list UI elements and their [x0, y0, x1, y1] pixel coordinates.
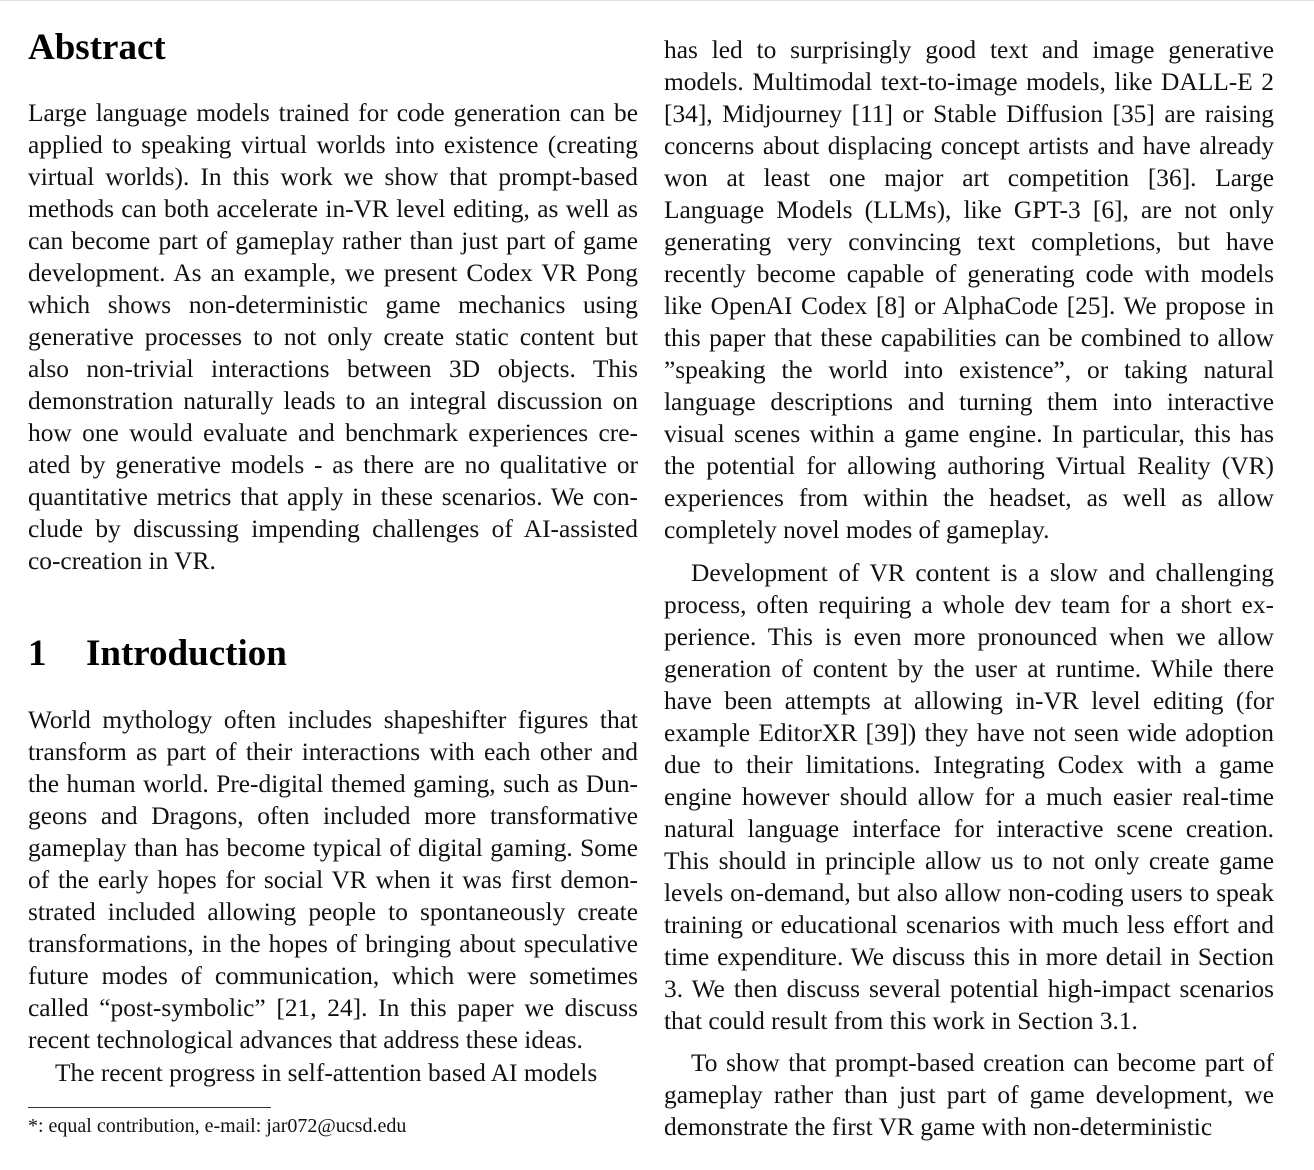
- page-top-border: [0, 0, 1314, 1]
- footnote: *: equal contribution, e-mail: jar072@ucsd.edu: [28, 1115, 407, 1137]
- section-number: 1: [28, 633, 47, 674]
- footnote-rule: [28, 1107, 271, 1108]
- intro-paragraph-2-continued: has led to surprisingly good text and image generative models. Multimodal text-to-image models, like DALL-E 2 [34], Midjourney [11] or Stable Diffusion [35] are raising concerns about displacing concept artists and have already won at least one major art competition [36]. Large Language Models (LLMs), like GPT-3 [6], are not only generating very convincing text completions, but have recently become capable of generating code with models like OpenAI Codex [8] or AlphaCode [25]. We propose in this paper that these capabilities can be combined to allow ”speaking the world into existence”, or taking natural language descriptions and turning them into interactive visual scenes within a game engine. In particular, this has the potential for allowing authoring Virtual Reality (VR) experiences from within the headset, as well as allow completely novel modes of gameplay.: [664, 36, 1274, 544]
- abstract-heading: Abstract: [28, 27, 166, 68]
- introduction-heading: [28, 634, 287, 674]
- section-title: Introduction: [86, 633, 287, 674]
- abstract-text: Large language models trained for code generation can be applied to speaking virtual worlds into existence (creating virtual worlds). In this work we show that prompt-based methods can both accelerate in-VR level editing, as well as can become part of gameplay rather than just part of game development. As an example, we present Codex VR Pong which shows non-deterministic game mechanics using generative processes to not only create static content but also non-trivial interactions between 3D objects. This demonstration naturally leads to an integral discussion on how one would evaluate and benchmark experiences created by generative models - as there are no qualitative or quantitative metrics that apply in these scenarios. We conclude by discussing impending challenges of AI-assisted co-creation in VR.: [28, 99, 638, 575]
- intro-paragraph-1: World mythology often includes shapeshifter figures that transform as part of their interactions with each other and the human world. Pre-digital themed gaming, such as Dungeons and Dragons, often included more transformative gameplay than has become typical of digital gaming. Some of the early hopes for social VR when it was first demonstrated included allowing people to spontaneously create transformations, in the hopes of bringing about speculative future modes of communication, which were sometimes called “post-symbolic” [21, 24]. In this paper we discuss recent technological advances that address these ideas.: [28, 706, 638, 1054]
- intro-paragraph-4: To show that prompt-based creation can become part of gameplay rather than just part of game development, we demonstrate the first VR game with non-deterministic: [664, 1049, 1274, 1141]
- intro-paragraph-2-start: The recent progress in self-attention based AI models: [55, 1059, 598, 1087]
- intro-paragraph-3: Development of VR content is a slow and challenging process, often requiring a whole dev team for a short experience. This is even more pronounced when we allow generation of content by the user at runtime. While there have been attempts at allowing in-VR level editing (for example EditorXR [39]) they have not seen wide adoption due to their limitations. Integrating Codex with a game engine however should allow for a much easier real-time natural language interface for interactive scene creation. This should in principle allow us to not only create game levels on-demand, but also allow non-coding users to speak training or educational scenarios with much less effort and time expenditure. We discuss this in more detail in Section 3. We then discuss several potential high-impact scenarios that could result from this work in Section 3.1.: [664, 559, 1274, 1035]
